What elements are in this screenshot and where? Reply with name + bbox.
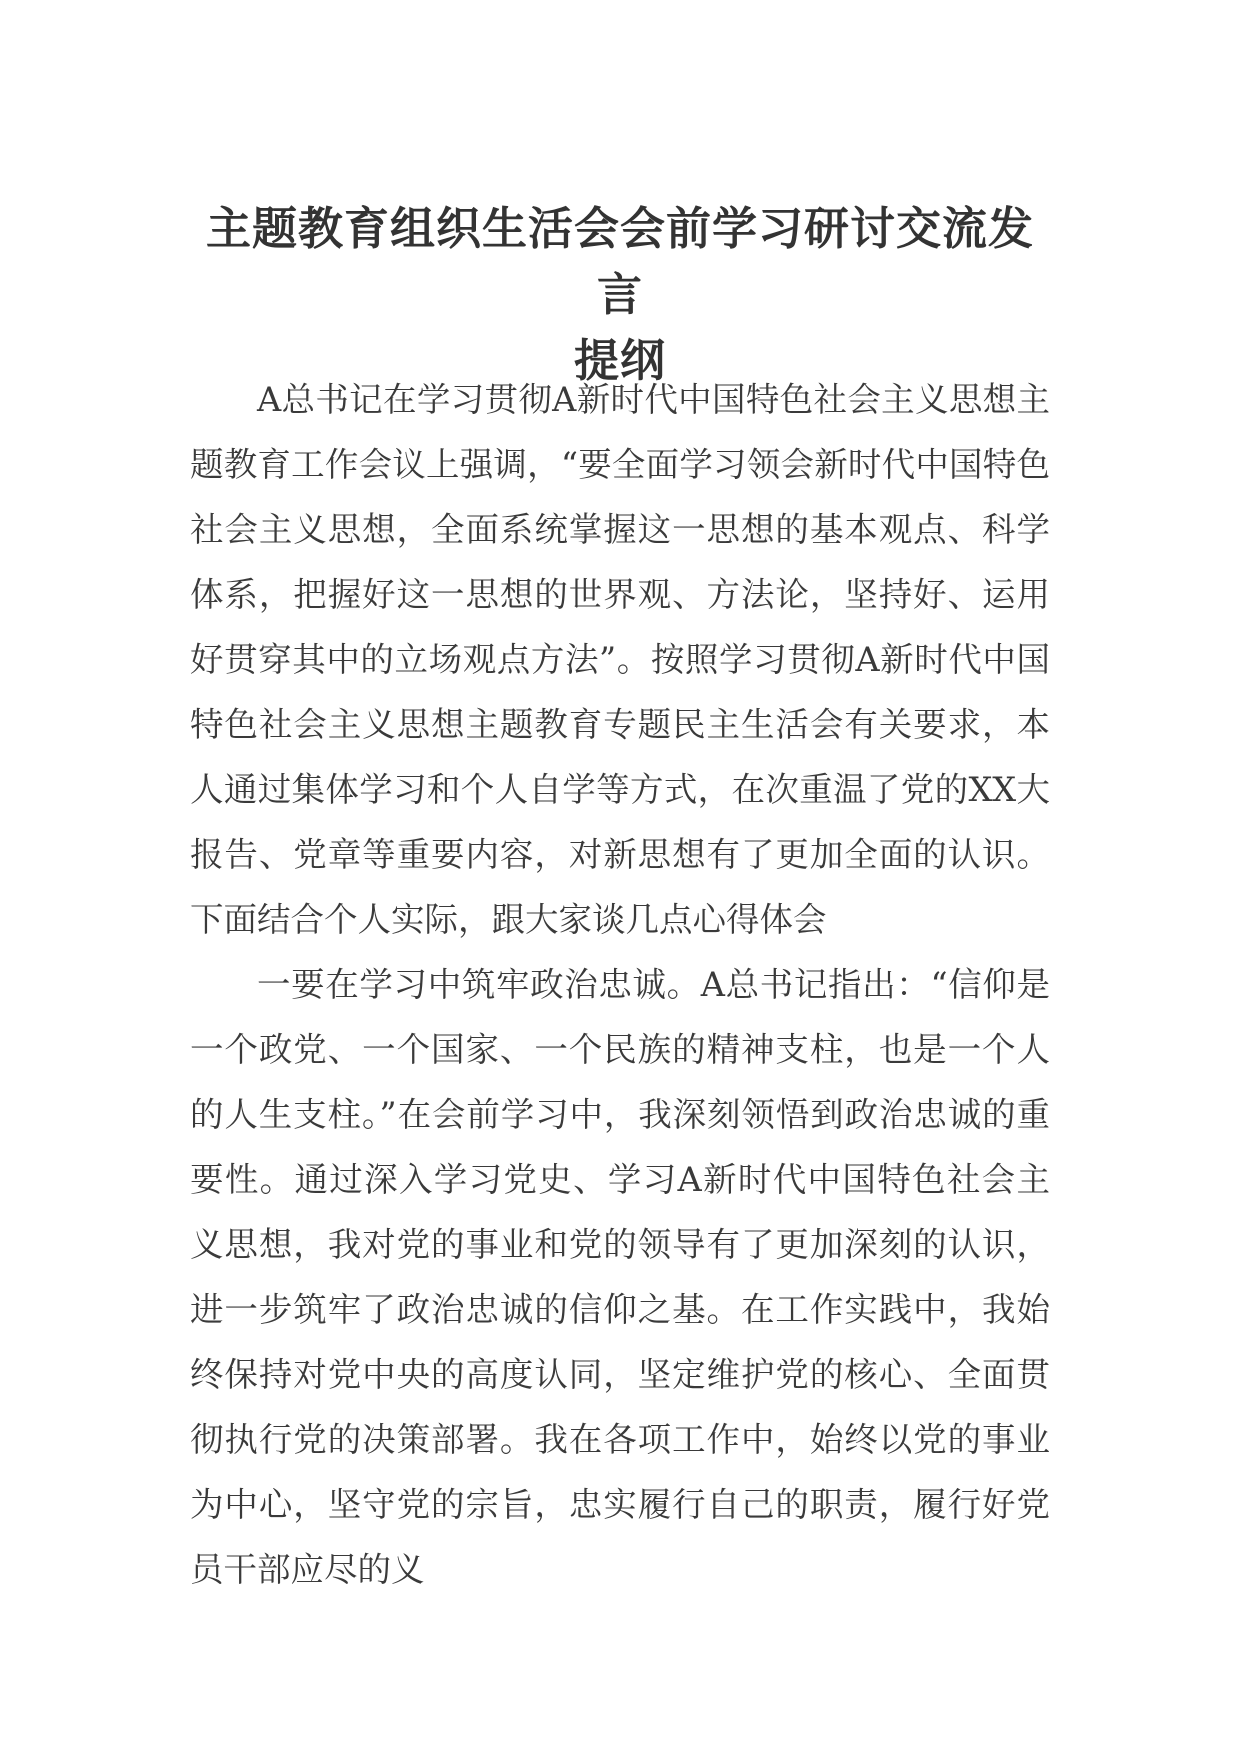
body-paragraph-2: 一要在学习中筑牢政治忠诚。A总书记指出：“信仰是一个政党、一个国家、一个民族的精神支柱，也是一个人的人生支柱。”在会前学习中，我深刻领悟到政治忠诚的重要性。通过深入学习党史、学习A新时代中国特色社会主义思想，我对党的事业和党的领导有了更加深刻的认识，进一步筑牢了政治忠诚的信仰之基。在工作实践中，我始终保持对党中央的高度认同，坚定维护党的核心、全面贯彻执行党的决策部署。我在各项工作中，始终以党的事业为中心，坚守党的宗旨，忠实履行自己的职责，履行好党员干部应尽的义 — [190, 965, 1050, 1589]
document-title — [186, 196, 1054, 394]
document-body — [190, 367, 1050, 1602]
document-title-line-2: 提纲 — [573, 334, 666, 387]
body-paragraph-1: A总书记在学习贯彻A新时代中国特色社会主义思想主题教育工作会议上强调，“要全面学习领会新时代中国特色社会主义思想，全面系统掌握这一思想的基本观点、科学体系，把握好这一思想的世界观、方法论，坚持好、运用好贯穿其中的立场观点方法”。按照学习贯彻A新时代中国特色社会主义思想主题教育专题民主生活会有关要求，本人通过集体学习和个人自学等方式，在次重温了党的XX大报告、党章等重要内容，对新思想有了更加全面的认识。下面结合个人实际，跟大家谈几点心得体会 — [190, 380, 1050, 939]
document-title-line-1: 主题教育组织生活会会前学习研讨交流发言 — [205, 202, 1034, 321]
